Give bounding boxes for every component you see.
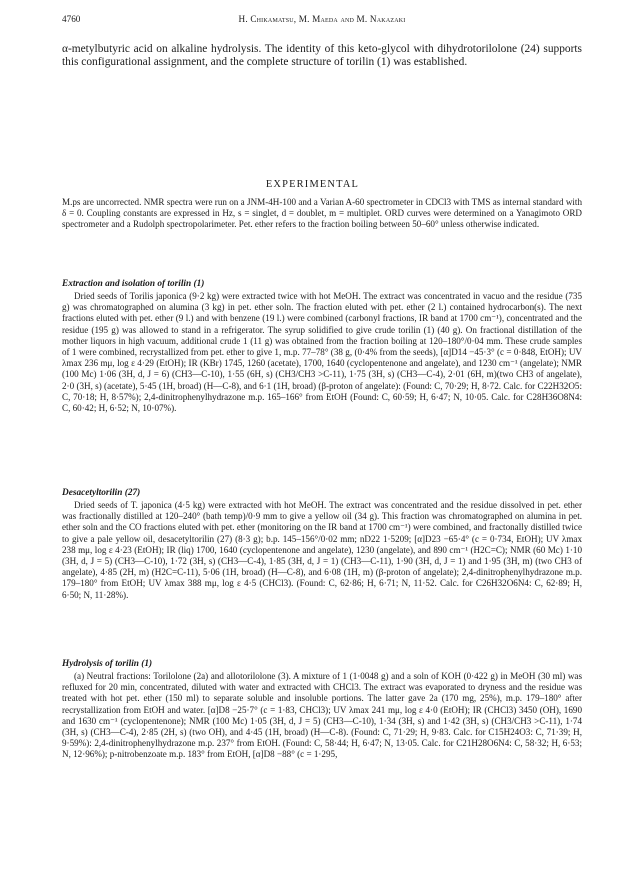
paragraph-desacetyltorilin: Dried seeds of T. japonica (4·5 kg) were extracted with hot MeOH. The extract was concentrated and the residue dissolved in pet. ether was fractionally distilled at 120–240° (bath temp)/0·9 mm to give a yellow oil (34 g). This fraction was chromatographed on alumina in pet. ether soln and the CO fractions eluted with pet. ether (monitoring on the IR band at 1700 cm⁻¹) were combined, and fractonally distilled twice to give a pale yellow oil, desacetyltorilin (27) (8·3 g); b.p. 145–156°/0·02 mm; nD22 1·5209; [α]D23 −65·4° (c = 0·734, EtOH); UV λmax 238 mμ, log ε 4·23 (EtOH); IR (liq) 1700, 1640 (cyclopentenone and angelate), 1230 (angelate), and 890 cm⁻¹ (H2C=C); NMR (60 Mc) 1·10 (3H, d, J = 5) (CH3—C-10), 1·72 (3H, s) (CH3—C-4), 1·85 (3H, d, J = 1) (CH3—C-11), 1·90 (3H, d, J = 1) and 1·95 (3H, m) (two CH3 of angelate), 4·85 (2H, m) (H2C=C-11), 5·06 (1H, broad) (H—C-8), and 6·08 (1H, m) (β-proton of angelate); 2,4-dinitrophenylhydrazone m.p. 179–180° from EtOH; UV λmax 388 mμ, log ε 4·5 (CHCl3). (Found: C, 62·86; H, 6·71; N, 11·52. Calc. for C26H32O6N4: C, 62·89; H, 6·50; N, 11·28%). <box>62 500 582 600</box>
subsection-title-desacetyltorilin: Desacetyltorilin (27) <box>62 488 141 498</box>
subsection-title-hydrolysis: Hydrolysis of torilin (1) <box>62 659 153 669</box>
page-header <box>62 14 582 28</box>
section-title: EXPERIMENTAL <box>265 179 360 190</box>
running-head: H. Chikamatsu, M. Maeda and M. Nakazaki <box>238 14 406 24</box>
intro-paragraph: α-metylbutyric acid on alkaline hydrolysis. The identity of this keto-glycol with dihydrotorilolone (24) supports this configurational assignment, and the complete structure of torilin (1) was established. <box>62 43 582 69</box>
subsection-title-extraction: Extraction and isolation of torilin (1) <box>62 279 205 289</box>
general-methods-paragraph: M.ps are uncorrected. NMR spectra were run on a JNM-4H-100 and a Varian A-60 spectrometer in CDCl3 with TMS as internal standard with δ = 0. Coupling constants are expressed in Hz, s = singlet, d = doublet, m = multiplet. ORD curves were determined on a Yanagimoto ORD spectrometer and a Rudolph spectropolarimeter. Pet. ether refers to the fraction boiling between 50–60° unless otherwise indicated. <box>62 197 582 230</box>
page-number: 4760 <box>62 14 81 24</box>
paragraph-hydrolysis: (a) Neutral fractions: Torilolone (2a) and allotorilolone (3). A mixture of 1 (1·0048 g) and a soln of KOH (0·422 g) in MeOH (30 ml) was refluxed for 20 min, concentrated, diluted with water and extracted with CHCl3. The extract was evaporated to dryness and the residue was treated with hot pet. ether (150 ml) to separate soluble and insoluble portions. The latter gave 2a (170 mg, 25%), m.p. 179–180° after recrystallization from EtOH and water. [α]D8 −25·7° (c = 1·83, CHCl3); UV λmax 241 mμ, log ε 4·0 (EtOH); IR (CHCl3) 3450 (OH), 1690 and 1630 cm⁻¹ (cyclopentenone); NMR (100 Mc) 1·05 (3H, d, J = 5) (CH3—C-10), 1·34 (3H, s) and 1·42 (3H, s) (CH3/CH3 >C-11), 1·74 (3H, s) (CH3—C-4), 2·85 (2H, s) (two OH), and 4·45 (1H, broad) (H—C-8). (Found: C, 71·29; H, 9·83. Calc. for C15H24O3: C, 71·39; H, 9·59%): 2,4-dinitrophenylhydrazone m.p. 237° from EtOH. (Found: C, 58·44; H, 6·47; N, 13·05. Calc. for C21H28O6N4: C, 58·32; H, 6·53; N, 12·96%); p-nitrobenzoate m.p. 183° from EtOH, [α]D8 −88° (c = 1·295, <box>62 671 582 760</box>
paragraph-extraction: Dried seeds of Torilis japonica (9·2 kg) were extracted twice with hot MeOH. The extract was concentrated in vacuo and the residue (735 g) was chromatographed on alumina (3 kg) in pet. ether soln. The fraction eluted with pet. ether (2 l.) contained hydrocarbon(s). The next fractions eluted with pet. ether (9 l.) and with benzene (19 l.) were combined (carbonyl fractions, IR band at 1700 cm⁻¹), concentrated and the residue (195 g) was allowed to stand in a refrigerator. The syrup solidified to give crude torilin (1) (40 g). On fractional distillation of the mother liquors in high vacuum, additional crude 1 (11 g) was obtained from the fraction boiling at 120–180°/0·04 mm. These crude samples of 1 were combined, recrystallized from pet. ether to give 1, m.p. 77–78° (38 g, (0·4% from the seeds), [α]D14 −45·3° (c = 0·848, EtOH); UV λmax 236 mμ, log ε 4·29 (EtOH); IR (KBr) 1745, 1260 (acetate), 1700, 1640 (cyclopentenone and angelate), and 1230 cm⁻¹ (angelate); NMR (100 Mc) 1·06 (3H, d, J = 6) (CH3—C-10), 1·55 (6H, s) (CH3/CH3 >C-11), 1·75 (3H, s) (CH3—C-4), 2·01 (6H, m)(two CH3 of angelate), 2·0 (3H, s) (acetate), 5·45 (1H, broad) (H—C-8), and 6·1 (1H, broad) (β-proton of angelate): (Found: C, 70·29; H, 8·72. Calc. for C22H32O5: C, 70·18; H, 8·57%); 2,4-dinitrophenylhydrazone m.p. 165–166° from EtOH (Found: C, 60·59; H, 6·47; N, 10·05. Calc. for C28H36O8N4: C, 60·42; H, 6·52; N, 10·07%). <box>62 291 582 414</box>
